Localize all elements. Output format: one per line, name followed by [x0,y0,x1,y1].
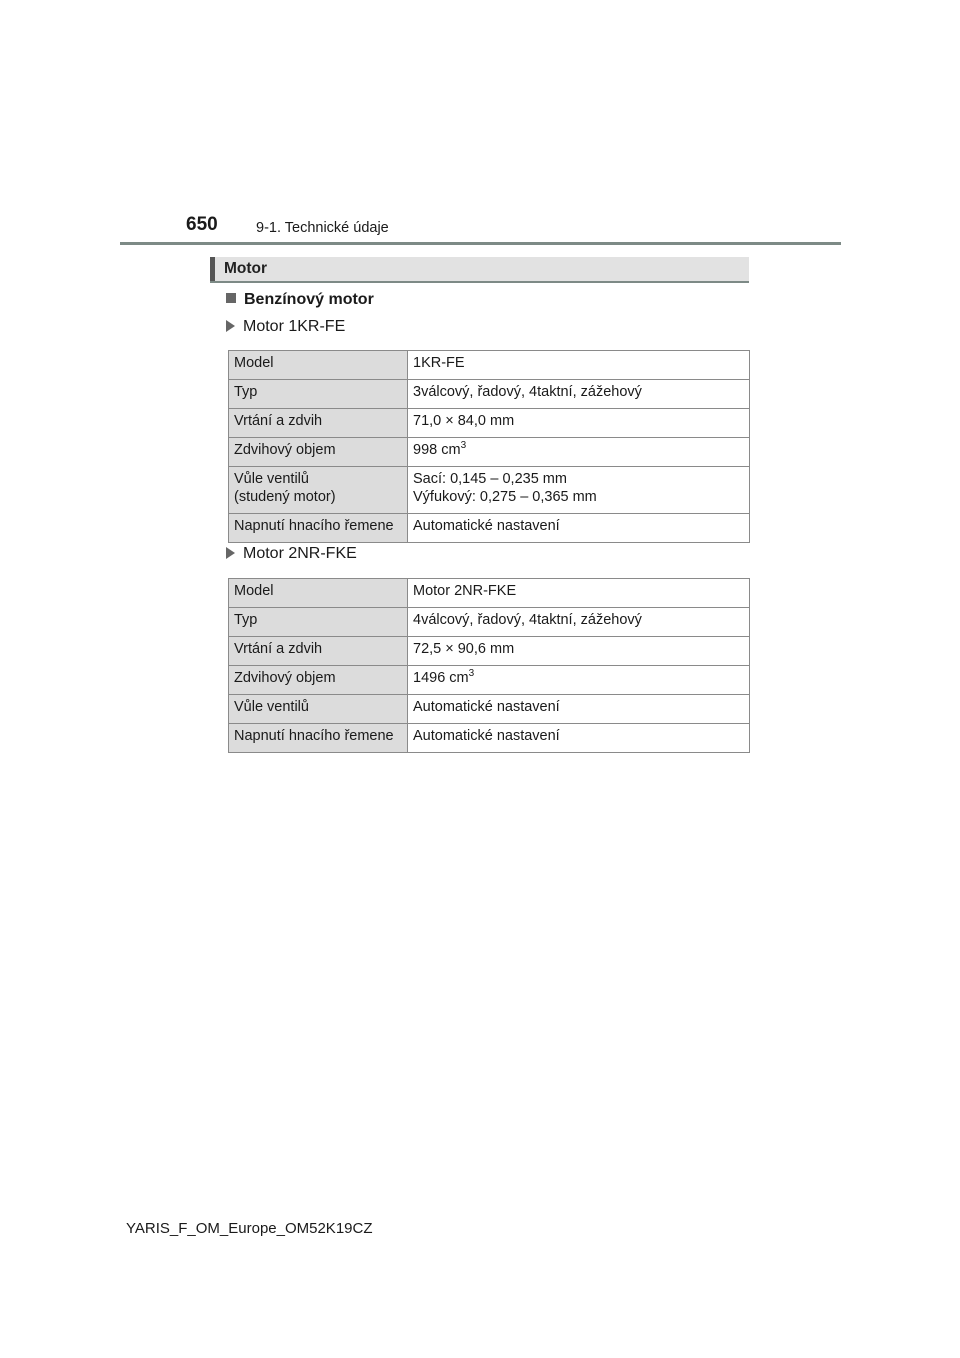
spec-label: Typ [229,380,408,409]
engine-1-heading-text: Motor 1KR-FE [243,318,346,335]
triangle-bullet-icon [226,320,235,332]
page-number: 650 [186,214,218,235]
spec-value: 1KR-FE [408,351,750,380]
spec-label: Zdvihový objem [229,666,408,695]
spec-value: 4válcový, řadový, 4taktní, zážehový [408,608,750,637]
spec-value: 71,0 × 84,0 mm [408,409,750,438]
superscript: 3 [468,668,475,680]
table-row [229,666,750,695]
spec-label: Napnutí hnacího řemene [229,724,408,753]
table-row [229,695,750,724]
table-row [229,409,750,438]
spec-value: 3válcový, řadový, 4taktní, zážehový [408,380,750,409]
table-row [229,608,750,637]
spec-label: Model [229,351,408,380]
chapter-title: 9-1. Technické údaje [256,220,389,236]
table-row [229,380,750,409]
engine-2-spec-table [228,578,750,753]
spec-label: Model [229,579,408,608]
spec-value [408,438,750,467]
header-divider [120,242,841,245]
table-row [229,514,750,543]
spec-label: Vrtání a zdvih [229,637,408,666]
section-title: Motor [224,260,268,277]
spec-value: Automatické nastavení [408,724,750,753]
spec-value: Automatické nastavení [408,514,750,543]
square-bullet-icon [226,293,236,303]
engine-1-spec-table [228,350,750,543]
engine-2-heading [226,545,357,563]
engine-2-heading-text: Motor 2NR-FKE [243,545,357,562]
spec-label [229,467,408,514]
spec-label: Vůle ventilů [229,695,408,724]
table-row [229,438,750,467]
label-line: (studený motor) [234,489,336,505]
spec-label: Zdvihový objem [229,438,408,467]
label-line: Vůle ventilů [234,471,309,487]
spec-value: Automatické nastavení [408,695,750,724]
displacement-value: 998 cm [413,442,461,458]
spec-value: Motor 2NR-FKE [408,579,750,608]
displacement-value: 1496 cm [413,670,469,686]
table-row [229,579,750,608]
spec-value: 72,5 × 90,6 mm [408,637,750,666]
engine-1-heading [226,318,345,336]
superscript: 3 [460,440,467,452]
section-marker [210,257,215,281]
table-row [229,637,750,666]
spec-label: Napnutí hnacího řemene [229,514,408,543]
table-row [229,724,750,753]
spec-value [408,467,750,514]
table-row [229,351,750,380]
subheading-petrol-engine [226,291,374,309]
document-footer: YARIS_F_OM_Europe_OM52K19CZ [126,1220,373,1237]
section-title-bar [210,257,749,283]
spec-label: Typ [229,608,408,637]
table-row [229,467,750,514]
spec-label: Vrtání a zdvih [229,409,408,438]
value-line: Sací: 0,145 – 0,235 mm [413,471,567,487]
spec-value [408,666,750,695]
value-line: Výfukový: 0,275 – 0,365 mm [413,489,597,505]
subheading-text: Benzínový motor [244,291,374,308]
triangle-bullet-icon [226,547,235,559]
